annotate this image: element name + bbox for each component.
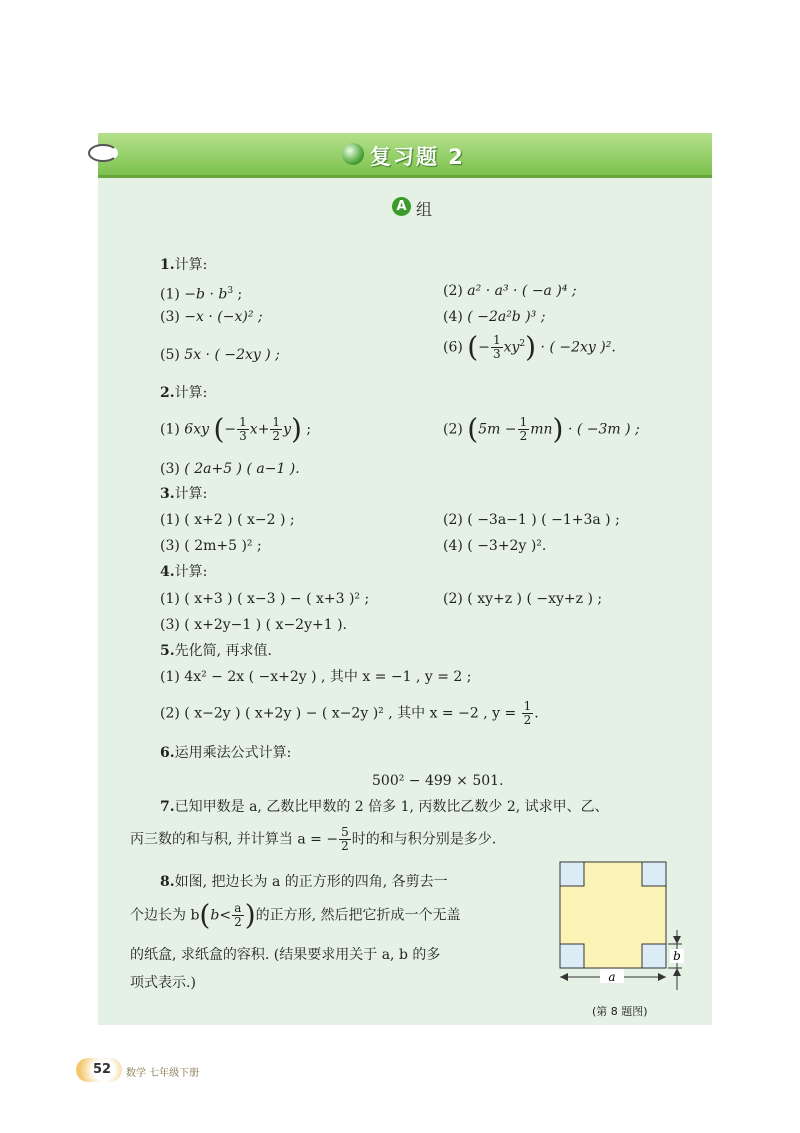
q7-line1: 7.已知甲数是 a, 乙数比甲数的 2 倍多 1, 丙数比乙数少 2, 试求甲、乙、	[160, 799, 609, 815]
q3-head: 3.计算:	[160, 486, 208, 502]
banner-title: 复习题 2	[370, 145, 465, 169]
q1-part6: (6) (− $\frac{1}{3}$ $xy^2$) · ( −2xy )².	[443, 330, 616, 364]
page-curl-icon	[88, 144, 118, 162]
corner-top-right	[642, 862, 666, 886]
q1-part2: (2) a² · a³ · ( −a )⁴ ;	[443, 283, 577, 299]
q6-head: 6.运用乘法公式计算:	[160, 745, 292, 761]
globe-icon	[342, 143, 364, 165]
q3-part3: (3) ( 2m+5 )² ;	[160, 538, 262, 554]
q2-part1: (1) 6xy (− $\frac{1}{3}$ x+ $\frac{1}{2}$ y) ;	[160, 412, 312, 446]
group-label: 组	[416, 200, 433, 219]
corner-bottom-right	[642, 944, 666, 968]
q5-head: 5.先化简, 再求值.	[160, 643, 272, 659]
q1-head: 1.计算:	[160, 257, 208, 273]
q8-line4: 项式表示.)	[130, 975, 196, 991]
q3-part1: (1) ( x+2 ) ( x−2 ) ;	[160, 512, 295, 528]
q8-line2: 个边长为 b(b< $\frac{a}{2}$ )的正方形, 然后把它折成一个无盖	[130, 898, 461, 932]
q6-expr: 500² − 499 × 501.	[372, 773, 504, 789]
corner-bottom-left	[560, 944, 584, 968]
footer-book-title: 数学 七年级下册	[126, 1068, 200, 1079]
q1-part3: (3) −x · (−x)² ;	[160, 309, 263, 325]
q2-part3: (3) ( 2a+5 ) ( a−1 ).	[160, 461, 300, 477]
q4-part1: (1) ( x+3 ) ( x−3 ) − ( x+3 )² ;	[160, 591, 370, 607]
page-number: 52	[93, 1062, 112, 1077]
q4-head: 4.计算:	[160, 564, 208, 580]
figure-caption: (第 8 题图)	[592, 1005, 648, 1018]
q4-part2: (2) ( xy+z ) ( −xy+z ) ;	[443, 591, 603, 607]
square-box-figure	[558, 860, 686, 1000]
q2-part2: (2) (5m − $\frac{1}{2}$ mn) · ( −3m ) ;	[443, 412, 640, 446]
q1-part4: (4) ( −2a²b )³ ;	[443, 309, 546, 325]
q7-line2: 丙三数的和与积, 并计算当 a = − $\frac{5}{2}$ 时的和与积分别是多少.	[130, 825, 497, 853]
q5-part2: (2) ( x−2y ) ( x+2y ) − ( x−2y )² , 其中 x = −2 , y = $\frac{1}{2}$ .	[160, 699, 539, 727]
group-badge: A	[392, 197, 411, 216]
q3-part2: (2) ( −3a−1 ) ( −1+3a ) ;	[443, 512, 620, 528]
q2-head: 2.计算:	[160, 385, 208, 401]
q8-line3: 的纸盒, 求纸盒的容积. (结果要求用关于 a, b 的多	[130, 947, 441, 963]
q1-part5: (5) 5x · ( −2xy ) ;	[160, 347, 280, 363]
q1-part1: $(1) -b \cdot b^3$ ;	[160, 286, 243, 303]
q4-part3: (3) ( x+2y−1 ) ( x−2y+1 ).	[160, 617, 347, 633]
fig-label-b: b	[673, 949, 681, 963]
q5-part1: (1) 4x² − 2x ( −x+2y ) , 其中 x = −1 , y = 2 ;	[160, 669, 472, 685]
corner-top-left	[560, 862, 584, 886]
q8-line1: 8.如图, 把边长为 a 的正方形的四角, 各剪去一	[160, 874, 448, 890]
q3-part4: (4) ( −3+2y )².	[443, 538, 547, 554]
fig-label-a: a	[608, 970, 616, 984]
